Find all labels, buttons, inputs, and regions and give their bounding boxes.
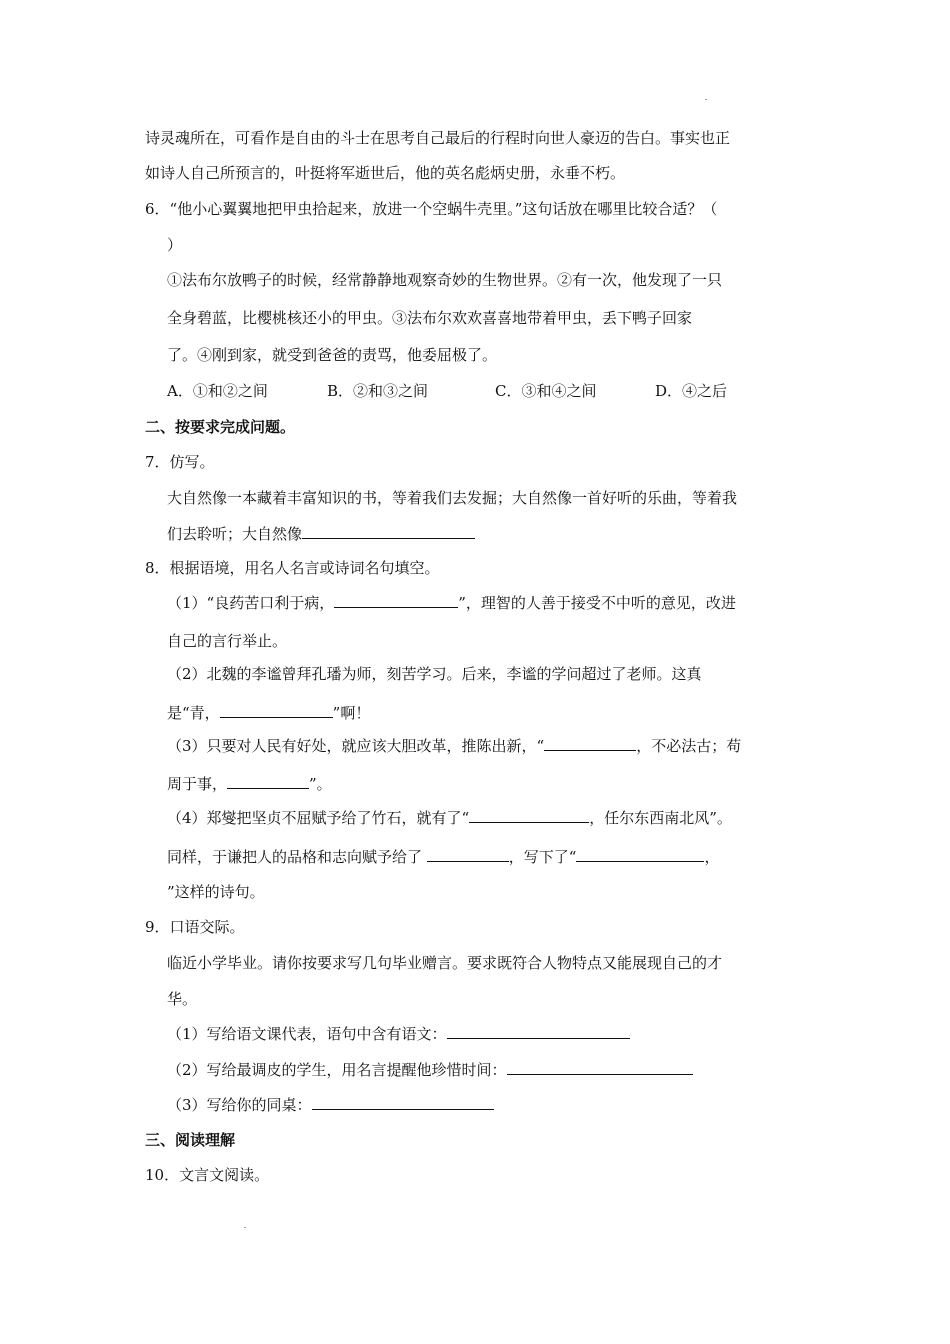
q9-sub-2: [167, 1060, 693, 1080]
q8-part4-blank-2[interactable]: [427, 847, 509, 862]
q8-part3-text-a: （3）只要对人民有好处，就应该大胆改革，推陈出新，“: [167, 737, 545, 755]
q8-part3-blank-1[interactable]: [544, 736, 636, 751]
q6-option-a[interactable]: A．①和②之间: [167, 382, 268, 400]
page-mark: [705, 99, 707, 100]
q9-sub-3-blank[interactable]: [312, 1095, 494, 1110]
q8-part4-blank-3[interactable]: [576, 847, 704, 862]
q9-intro-line-2: 华。: [167, 990, 198, 1008]
q6-stem-close: ）: [167, 236, 183, 254]
q8-part3-blank-2[interactable]: [227, 774, 309, 789]
q7-line-2-text: 们去聆听；大自然像: [167, 525, 303, 543]
q8-part4-blank-1[interactable]: [469, 808, 589, 823]
q8-part2-blank[interactable]: [220, 703, 333, 718]
q9-sub-1: [167, 1024, 630, 1044]
q7-line-2: [167, 524, 475, 544]
q8-part1-text-b: ”，理智的人善于接受不中听的意见，改进: [458, 594, 736, 612]
q6-passage-line-3: 了。④刚到家，就受到爸爸的责骂，他委屈极了。: [167, 346, 498, 364]
q8-part4-text-a: （4）郑燮把坚贞不屈赋予给了竹石，就有了“: [167, 809, 470, 827]
q8-part4-line-1: [167, 808, 732, 828]
q9-sub-1-blank[interactable]: [447, 1024, 630, 1039]
q8-part1-line-2: 自己的言行举止。: [167, 632, 288, 650]
q6-option-d[interactable]: D．④之后: [655, 382, 728, 400]
q8-part1-blank[interactable]: [334, 593, 458, 608]
q8-part2-line-2: [167, 703, 370, 723]
section-3-title: 三、阅读理解: [145, 1131, 236, 1149]
q8-part3-text-d: ”。: [309, 775, 332, 793]
q8-part4-text-d: ，写下了“: [508, 848, 577, 866]
intro-line-2: 如诗人自己所预言的，叶挺将军逝世后，他的英名彪炳史册，永垂不朽。: [145, 164, 626, 182]
q6-option-c[interactable]: C．③和④之间: [495, 382, 597, 400]
q9-intro-line-1: 临近小学毕业。请你按要求写几句毕业赠言。要求既符合人物特点又能展现自己的才: [167, 954, 723, 972]
q9-sub-1-text: （1）写给语文课代表，语句中含有语文：: [167, 1025, 447, 1043]
intro-line-1: 诗灵魂所在，可看作是自由的斗士在思考自己最后的行程时向世人豪迈的告白。事实也正: [145, 129, 731, 147]
q6-passage-line-2: 全身碧蓝，比樱桃核还小的甲虫。③法布尔欢欢喜喜地带着甲虫，丢下鸭子回家: [167, 309, 693, 327]
q8-part1-text-a: （1）“良药苦口利于病，: [167, 594, 335, 612]
q8-part2-line-1: （2）北魏的李谧曾拜孔璠为师，刻苦学习。后来，李谧的学问超过了老师。这真: [167, 665, 702, 683]
q8-part4-line-2: [167, 847, 719, 867]
q9-sub-2-text: （2）写给最调皮的学生，用名言提醒他珍惜时间：: [167, 1061, 507, 1079]
q7-blank[interactable]: [302, 524, 475, 539]
q7-stem: 7．仿写。: [145, 453, 215, 471]
page-mark-bottom: [244, 1227, 246, 1228]
q8-part3-line-2: [167, 774, 332, 794]
q9-stem: 9．口语交际。: [145, 918, 245, 936]
q10-stem: 10．文言文阅读。: [145, 1166, 270, 1184]
q8-part1-line-1: [167, 593, 736, 613]
q9-sub-2-blank[interactable]: [507, 1060, 693, 1075]
q6-passage-line-1: ①法布尔放鸭子的时候，经常静静地观察奇妙的生物世界。②有一次，他发现了一只: [167, 271, 723, 289]
q9-sub-3-text: （3）写给你的同桌：: [167, 1096, 312, 1114]
q8-part2-text-a: 是“青，: [167, 704, 220, 722]
q9-sub-3: [167, 1095, 494, 1115]
q8-part3-text-b: ，不必法古；苟: [636, 737, 742, 755]
q8-part4-line-3: ”这样的诗句。: [167, 883, 265, 901]
q8-part2-text-b: ”啊！: [332, 704, 371, 722]
q8-part4-text-c: 同样，于谦把人的品格和志向赋予给了: [167, 848, 427, 866]
q7-line-1: 大自然像一本藏着丰富知识的书，等着我们去发掘；大自然像一首好听的乐曲，等着我: [167, 489, 738, 507]
q6-stem: 6．“他小心翼翼地把甲虫拾起来，放进一个空蜗牛壳里。”这句话放在哪里比较合适？（: [145, 200, 718, 218]
q6-option-b[interactable]: B．②和③之间: [327, 382, 429, 400]
q8-part3-line-1: [167, 736, 741, 756]
q8-part3-text-c: 周于事，: [167, 775, 228, 793]
section-2-title: 二、按要求完成问题。: [145, 418, 296, 436]
q8-part4-text-b: ，任尔东西南北风”。: [589, 809, 732, 827]
q8-part4-text-e: ，: [704, 848, 720, 866]
q8-stem: 8．根据语境，用名人名言或诗词名句填空。: [145, 559, 440, 577]
